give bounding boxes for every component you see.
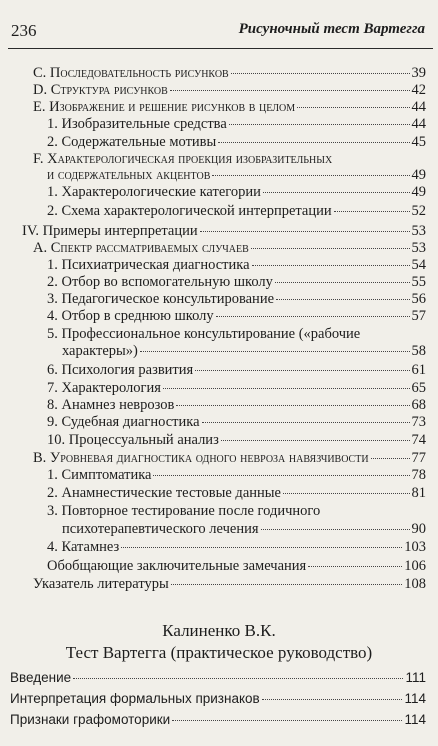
dot-leader bbox=[276, 299, 409, 300]
dot-leader bbox=[252, 265, 410, 266]
toc-page: 81 bbox=[411, 485, 426, 501]
toc-label: 1. Характерологические категории bbox=[47, 184, 261, 200]
dot-leader bbox=[371, 458, 410, 459]
toc-entry bbox=[33, 450, 426, 466]
toc-entry bbox=[33, 99, 426, 115]
toc-label: 1. Психиатрическая диагностика bbox=[47, 257, 250, 273]
toc-page: 49 bbox=[411, 184, 426, 200]
toc-label: 1. Симптоматика bbox=[47, 467, 152, 483]
dot-leader bbox=[121, 547, 402, 548]
dot-leader bbox=[216, 316, 410, 317]
second-book-author: Калиненко В.К. bbox=[162, 621, 276, 640]
toc-page: 54 bbox=[411, 257, 426, 273]
running-title: Рисуночный тест Вартегга bbox=[238, 21, 425, 37]
dot-leader bbox=[308, 566, 402, 567]
dot-leader bbox=[262, 699, 403, 700]
toc-entry bbox=[33, 65, 426, 81]
toc-page: 111 bbox=[405, 670, 426, 685]
toc-label: и содержательных акцентов bbox=[47, 167, 211, 183]
dot-leader bbox=[261, 529, 410, 530]
toc-page: 65 bbox=[411, 380, 426, 396]
second-book-title: Тест Вартегга (практическое руководство) bbox=[65, 643, 373, 662]
dot-leader bbox=[334, 211, 410, 212]
toc-label: 10. Процессуальный анализ bbox=[47, 432, 219, 448]
dot-leader bbox=[200, 231, 410, 232]
toc-entry bbox=[33, 82, 426, 98]
toc-page: 57 bbox=[411, 308, 426, 324]
toc-page: 68 bbox=[411, 397, 426, 413]
dot-leader bbox=[231, 73, 410, 74]
toc-page: 55 bbox=[411, 274, 426, 290]
toc-label: 4. Катамнез bbox=[47, 539, 120, 555]
toc-entry bbox=[33, 576, 426, 592]
toc-entry bbox=[62, 343, 426, 359]
dot-leader bbox=[221, 440, 410, 441]
toc-label: 2. Анамнестические тестовые данные bbox=[47, 485, 281, 501]
toc-entry bbox=[47, 308, 426, 324]
dot-leader bbox=[218, 142, 409, 143]
toc-page: 108 bbox=[404, 576, 426, 592]
toc-label: Указатель литературы bbox=[33, 576, 169, 592]
toc-entry bbox=[62, 521, 426, 537]
toc-page: 44 bbox=[411, 99, 426, 115]
toc-entry bbox=[10, 691, 426, 707]
toc-label: 3. Педагогическое консультирование bbox=[47, 291, 275, 307]
dot-leader bbox=[275, 282, 410, 283]
dot-leader bbox=[229, 124, 410, 125]
toc-page: 90 bbox=[411, 521, 426, 537]
dot-leader bbox=[163, 388, 410, 389]
dot-leader bbox=[297, 107, 409, 108]
toc-page: 39 bbox=[411, 65, 426, 81]
toc-label: 5. Профессиональное консультирование («рабочие bbox=[47, 326, 361, 342]
toc-entry bbox=[47, 558, 426, 574]
toc-label: B. Уровневая диагностика одного невроза навязчивости bbox=[33, 450, 369, 466]
dot-leader bbox=[212, 175, 409, 176]
dot-leader bbox=[202, 422, 410, 423]
toc-entry bbox=[47, 184, 426, 200]
toc-entry bbox=[47, 485, 426, 501]
toc-entry bbox=[10, 670, 426, 686]
toc-entry bbox=[47, 274, 426, 290]
toc-page: 53 bbox=[411, 240, 426, 256]
toc-label: 1. Изобразительные средства bbox=[47, 116, 227, 132]
toc-label: 2. Отбор во вспомогательную школу bbox=[47, 274, 273, 290]
toc-page: 114 bbox=[404, 712, 426, 727]
toc-entry bbox=[47, 134, 426, 150]
toc-page: 52 bbox=[411, 203, 426, 219]
toc-entry bbox=[47, 291, 426, 307]
toc-entry bbox=[47, 167, 426, 183]
toc-label: D. Структура рисунков bbox=[33, 82, 168, 98]
toc-label: Обобщающие заключительные замечания bbox=[47, 558, 307, 574]
dot-leader bbox=[171, 584, 402, 585]
toc-entry bbox=[47, 539, 426, 555]
toc-entry bbox=[47, 257, 426, 273]
dot-leader bbox=[176, 405, 409, 406]
toc-label: 8. Анамнез неврозов bbox=[47, 397, 175, 413]
toc-page: 53 bbox=[411, 223, 426, 239]
toc-page: 73 bbox=[411, 414, 426, 430]
dot-leader bbox=[251, 248, 410, 249]
toc-label: 4. Отбор в среднюю школу bbox=[47, 308, 214, 324]
toc-page: 74 bbox=[411, 432, 426, 448]
toc-page: 78 bbox=[411, 467, 426, 483]
toc-label: Введение bbox=[10, 670, 72, 685]
toc-label: Интерпретация формальных признаков bbox=[10, 691, 260, 706]
toc-page: 106 bbox=[404, 558, 426, 574]
toc-label: F. Характерологическая проекция изобразительных bbox=[33, 151, 333, 167]
dot-leader bbox=[170, 90, 410, 91]
toc-page: 42 bbox=[411, 82, 426, 98]
toc-entry bbox=[33, 240, 426, 256]
toc-entry bbox=[47, 362, 426, 378]
toc-entry bbox=[47, 432, 426, 448]
toc-entry bbox=[10, 712, 426, 728]
dot-leader bbox=[153, 475, 409, 476]
toc-entry bbox=[47, 397, 426, 413]
toc-page: 45 bbox=[411, 134, 426, 150]
toc-page: 56 bbox=[411, 291, 426, 307]
toc-label: 2. Схема характерологической интерпретации bbox=[47, 203, 332, 219]
dot-leader bbox=[195, 370, 409, 371]
dot-leader bbox=[172, 720, 402, 721]
toc-entry bbox=[47, 414, 426, 430]
toc-label: A. Спектр рассматриваемых случаев bbox=[33, 240, 249, 256]
toc-label: C. Последовательность рисунков bbox=[33, 65, 229, 81]
toc-label: психотерапевтического лечения bbox=[62, 521, 259, 537]
toc-label: 2. Содержательные мотивы bbox=[47, 134, 217, 150]
toc-page: 49 bbox=[411, 167, 426, 183]
dot-leader bbox=[73, 678, 403, 679]
toc-label: E. Изображение и решение рисунков в целом bbox=[33, 99, 296, 115]
toc-page: 61 bbox=[411, 362, 426, 378]
toc-page: 58 bbox=[411, 343, 426, 359]
toc-label: характеры») bbox=[62, 343, 138, 359]
dot-leader bbox=[283, 493, 410, 494]
toc-label: 9. Судебная диагностика bbox=[47, 414, 200, 430]
toc-label: 6. Психология развития bbox=[47, 362, 194, 378]
toc-label: Признаки графомоторики bbox=[10, 712, 171, 727]
toc-entry bbox=[47, 467, 426, 483]
dot-leader bbox=[263, 192, 410, 193]
toc-page: 114 bbox=[404, 691, 426, 706]
toc-label: 7. Характерология bbox=[47, 380, 161, 396]
toc-label: IV. Примеры интерпретации bbox=[22, 223, 198, 239]
toc-entry bbox=[22, 223, 426, 239]
toc-entry bbox=[47, 116, 426, 132]
toc-entry bbox=[47, 203, 426, 219]
toc-page: 44 bbox=[411, 116, 426, 132]
toc-label: 3. Повторное тестирование после годичного bbox=[47, 503, 321, 519]
toc-page: 103 bbox=[404, 539, 426, 555]
dot-leader bbox=[140, 351, 410, 352]
toc-entry bbox=[47, 380, 426, 396]
page-number: 236 bbox=[11, 21, 37, 40]
toc-page: 77 bbox=[411, 450, 426, 466]
